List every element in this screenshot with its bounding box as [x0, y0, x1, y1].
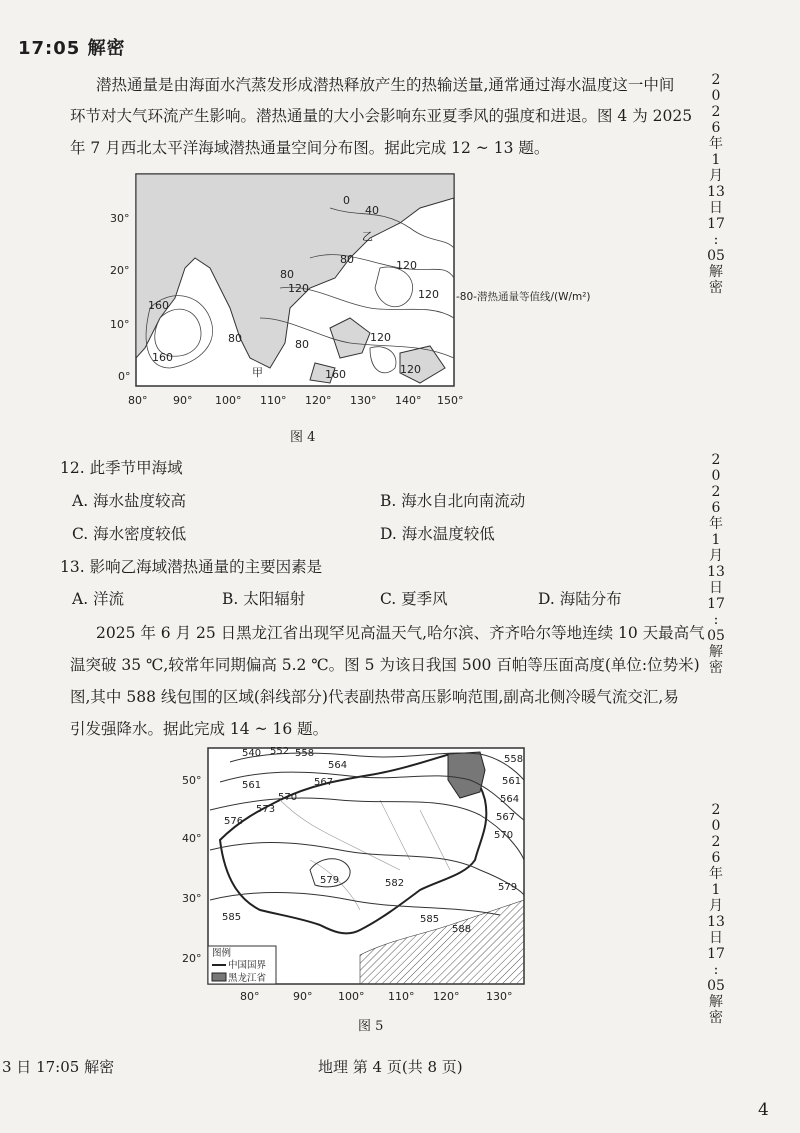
height-label: 564 [500, 794, 520, 805]
fig4-caption: 图 4 [290, 430, 316, 445]
para2-line-2: 温突破 35 ℃,较常年同期偏高 5.2 ℃。图 5 为该日我国 500 百帕等压面高度(单位:位势米) [70, 656, 700, 674]
side-stamp-1: 2 0 2 6 年 1 月 13 日 17 : 05 解 密 [707, 72, 725, 296]
zone-label-jia: 甲 [252, 366, 263, 379]
fig4-xtick: 100° [215, 394, 242, 407]
height-label: 567 [314, 777, 334, 788]
fig4-xtick: 150° [437, 394, 464, 407]
q13-option-a[interactable]: A. 洋流 [72, 590, 125, 608]
contour-label: 160 [325, 368, 346, 381]
q13-option-d[interactable]: D. 海陆分布 [538, 590, 622, 608]
fig5-xtick: 120° [433, 990, 460, 1003]
height-label: 588 [452, 924, 472, 935]
intro-line-2: 环节对大气环流产生影响。潜热通量的大小会影响东亚夏季风的强度和进退。图 4 为 2025 [70, 107, 693, 125]
height-label: 582 [385, 878, 405, 889]
footer-center: 地理 第 4 页(共 8 页) [318, 1058, 463, 1076]
fig4-xtick: 80° [128, 394, 148, 407]
contour-label: 80 [228, 332, 242, 345]
para2-line-3: 图,其中 588 线包围的区域(斜线部分)代表副热带高压影响范围,副高北侧冷暖气流交汇,易 [70, 688, 679, 706]
fig4-ytick: 0° [118, 370, 131, 383]
header-time: 17:05 解密 [18, 38, 126, 59]
side-stamp-2: 2 0 2 6 年 1 月 13 日 17 : 05 解 密 [707, 452, 725, 676]
fig5-xtick: 100° [338, 990, 365, 1003]
q13-option-c[interactable]: C. 夏季风 [380, 590, 448, 608]
height-label: 585 [420, 914, 440, 925]
height-label: 576 [224, 816, 244, 827]
fig4-xtick: 90° [173, 394, 193, 407]
fig4-legend: -80-潜热通量等值线/(W/m²) [456, 291, 591, 303]
para2-line-1: 2025 年 6 月 25 日黑龙江省出现罕见高温天气,哈尔滨、齐齐哈尔等地连续 10 天最高气 [96, 624, 705, 642]
height-label: 561 [502, 776, 522, 787]
legend-title: 图例 [212, 948, 232, 959]
fig4-ytick: 10° [110, 318, 130, 331]
contour-label: 120 [370, 331, 391, 344]
height-label: 570 [494, 830, 514, 841]
legend-province: 黑龙江省 [228, 973, 267, 984]
zone-label-yi: 乙 [362, 230, 373, 243]
fig4-xtick: 110° [260, 394, 287, 407]
contour-label: 120 [288, 282, 309, 295]
contour-label: 120 [400, 363, 421, 376]
fig5-xtick: 90° [293, 990, 313, 1003]
contour-label: 160 [148, 299, 169, 312]
contour-label: 80 [295, 338, 309, 351]
height-label: 573 [256, 804, 276, 815]
height-label: 558 [295, 748, 315, 759]
q12-stem: 12. 此季节甲海域 [60, 459, 183, 477]
side-stamp-3: 2 0 2 6 年 1 月 13 日 17 : 05 解 密 [707, 802, 725, 1026]
figure-4 [100, 168, 620, 418]
contour-label: 160 [152, 351, 173, 364]
height-label: 564 [328, 760, 348, 771]
fig4-ytick: 30° [110, 212, 130, 225]
q12-option-b[interactable]: B. 海水自北向南流动 [380, 492, 526, 510]
contour-label: 120 [418, 288, 439, 301]
contour-label: 80 [340, 253, 354, 266]
q12-option-c[interactable]: C. 海水密度较低 [72, 525, 187, 543]
fig5-ytick: 40° [182, 832, 202, 845]
height-label: 570 [278, 792, 298, 803]
fig5-ytick: 20° [182, 952, 202, 965]
fig5-xtick: 110° [388, 990, 415, 1003]
contour-label: 0 [343, 194, 350, 207]
fig5-xtick: 80° [240, 990, 260, 1003]
intro-line-3: 年 7 月西北太平洋海域潜热通量空间分布图。据此完成 12 ~ 13 题。 [70, 139, 550, 157]
height-label: 579 [498, 882, 518, 893]
height-label: 540 [242, 748, 262, 759]
contour-label: 120 [396, 259, 417, 272]
para2-line-4: 引发强降水。据此完成 14 ~ 16 题。 [70, 720, 329, 738]
q13-option-b[interactable]: B. 太阳辐射 [222, 590, 306, 608]
height-label: 558 [504, 754, 524, 765]
fig5-ytick: 50° [182, 774, 202, 787]
fig4-ytick: 20° [110, 264, 130, 277]
contour-label: 40 [365, 204, 379, 217]
q12-option-d[interactable]: D. 海水温度较低 [380, 525, 495, 543]
fig4-xtick: 130° [350, 394, 377, 407]
fig5-ytick: 30° [182, 892, 202, 905]
q12-option-a[interactable]: A. 海水盐度较高 [72, 492, 187, 510]
legend-border: 中国国界 [228, 960, 267, 971]
height-label: 585 [222, 912, 242, 923]
q13-stem: 13. 影响乙海域潜热通量的主要因素是 [60, 558, 323, 576]
fig5-caption: 图 5 [358, 1019, 384, 1034]
fig5-xtick: 130° [486, 990, 513, 1003]
fig4-xtick: 120° [305, 394, 332, 407]
page-number: 4 [758, 1100, 769, 1120]
height-label: 561 [242, 780, 262, 791]
footer-left: 3 日 17:05 解密 [2, 1058, 115, 1076]
figure-5 [180, 740, 540, 1008]
height-label: 567 [496, 812, 516, 823]
intro-line-1: 潜热通量是由海面水汽蒸发形成潜热释放产生的热输送量,通常通过海水温度这一中间 [96, 76, 675, 94]
contour-label: 80 [280, 268, 294, 281]
height-label: 552 [270, 746, 290, 757]
fig4-xtick: 140° [395, 394, 422, 407]
height-label: 579 [320, 875, 340, 886]
